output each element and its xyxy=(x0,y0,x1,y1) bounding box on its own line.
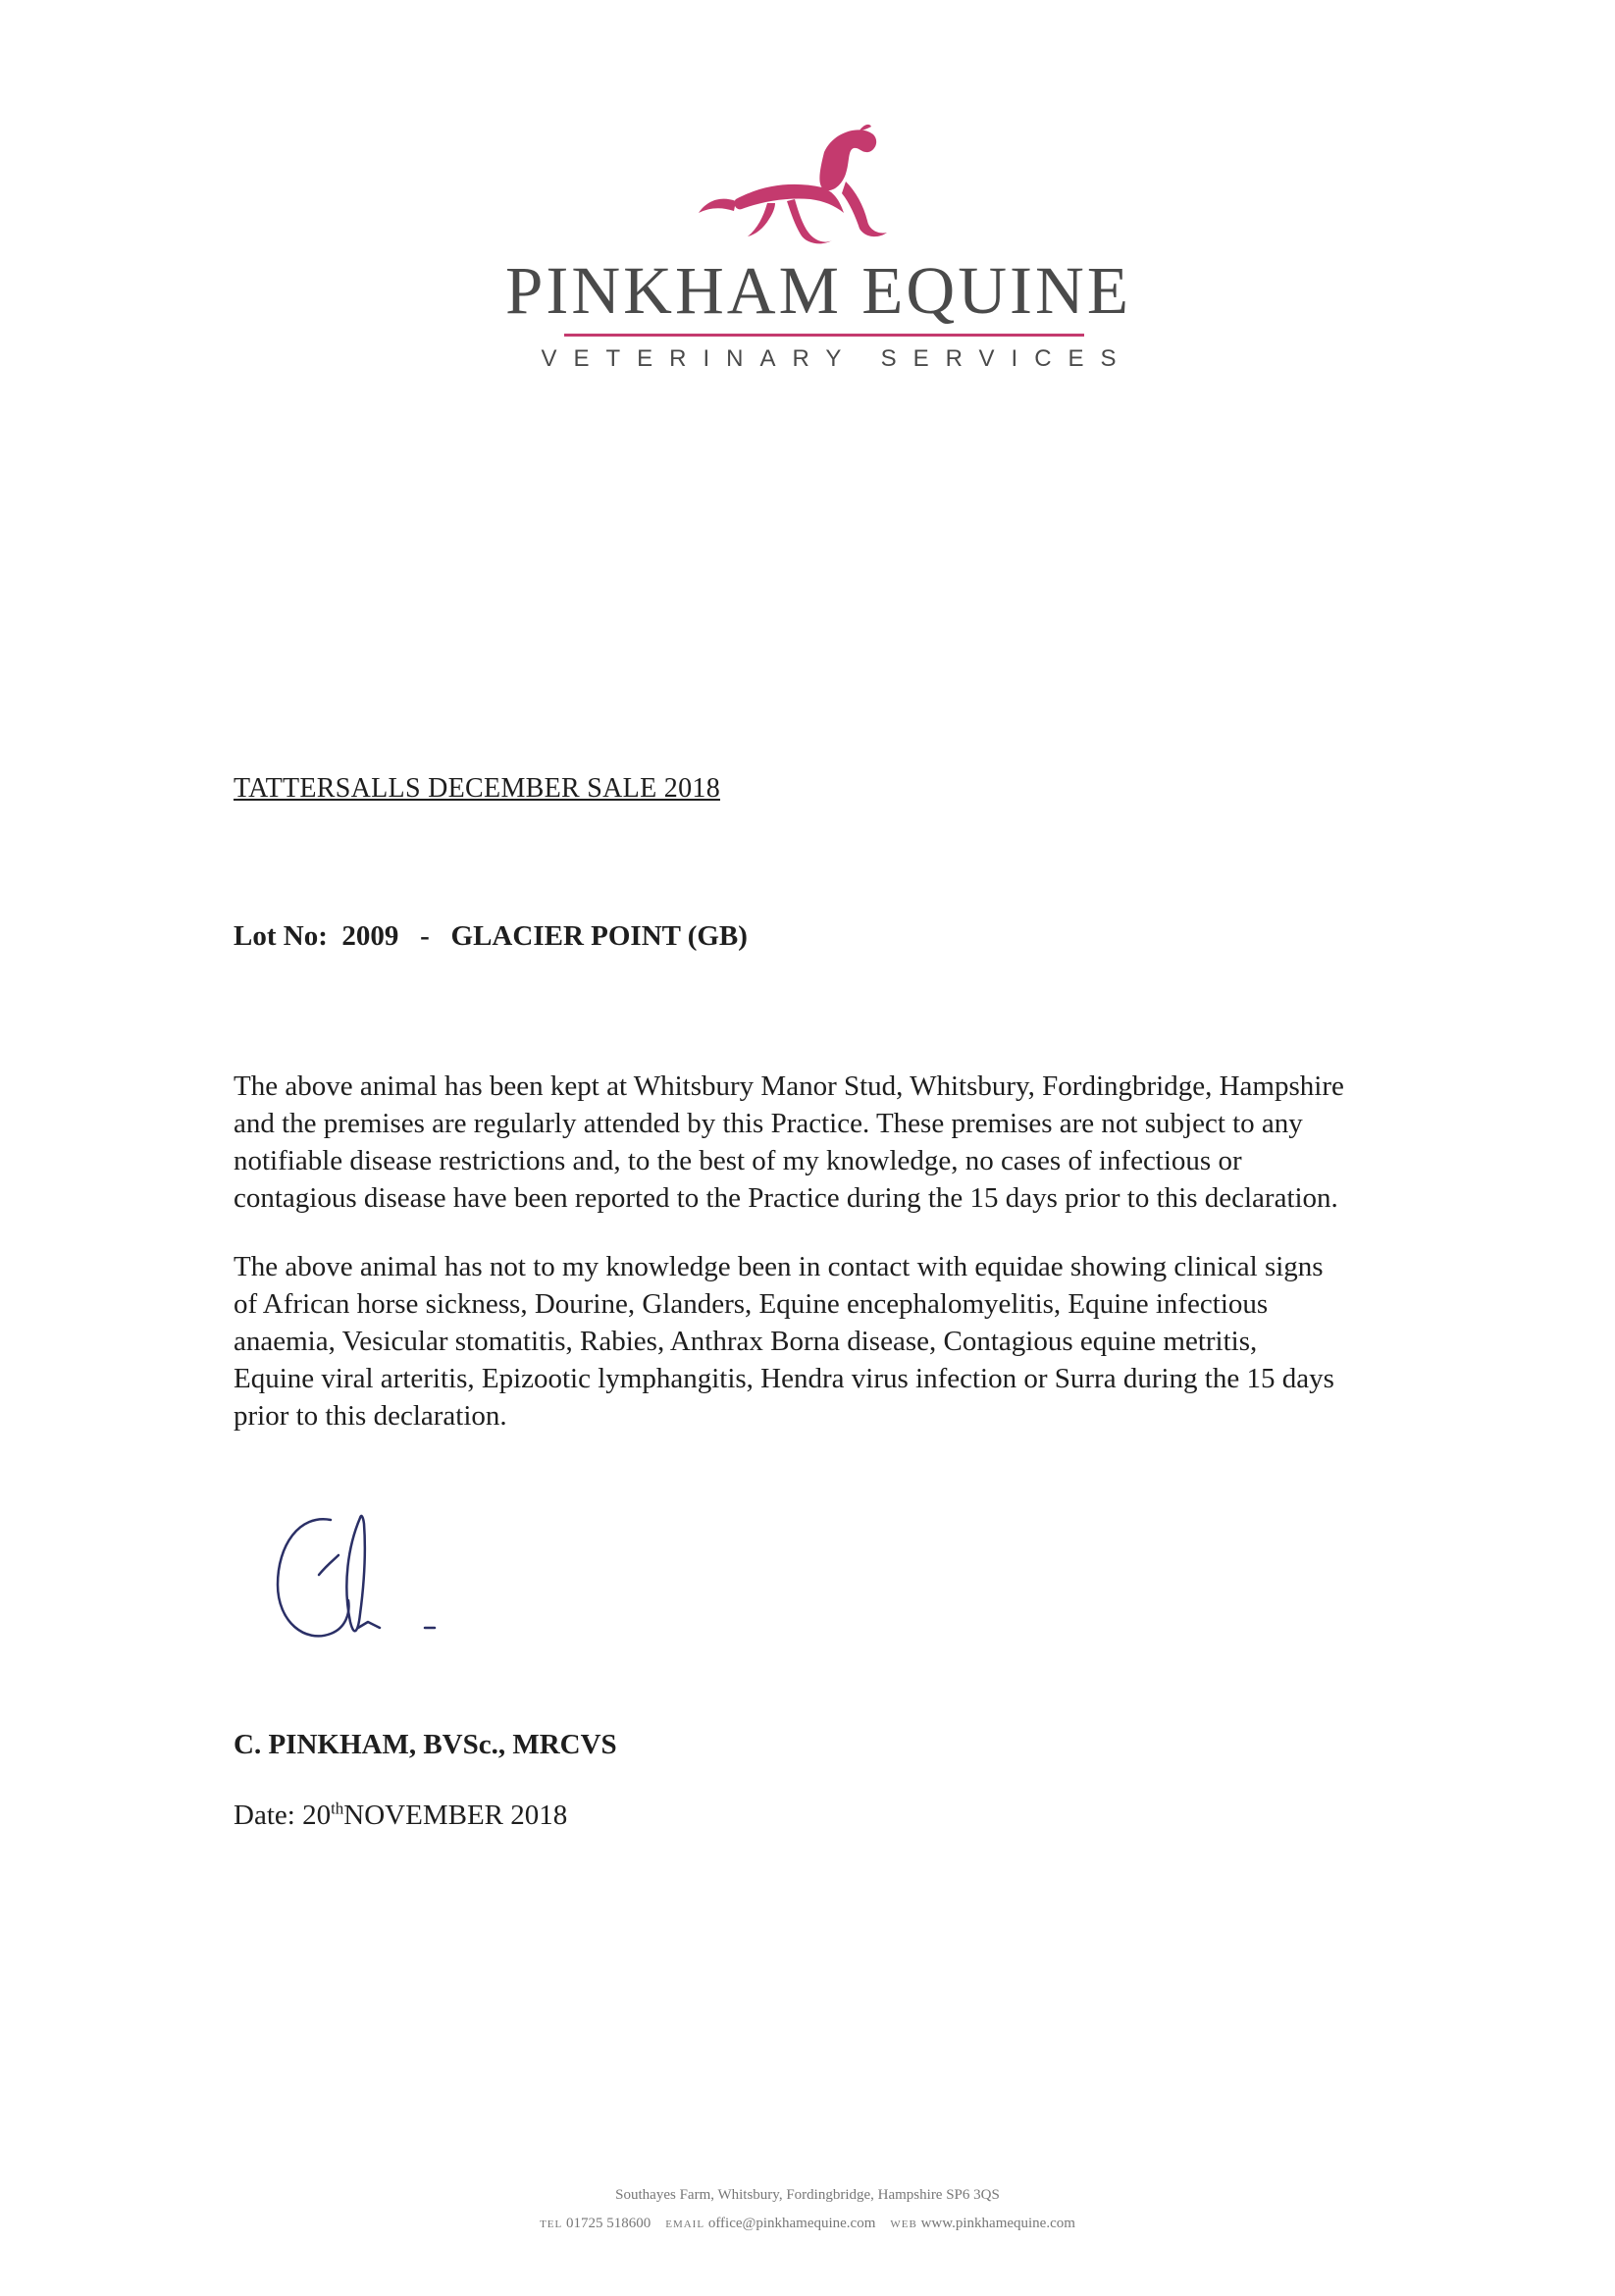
paragraph-line: and the premises are regularly attended by this Practice. These premises are not subject to any xyxy=(234,1108,1303,1139)
lot-separator: - xyxy=(420,920,430,952)
paragraph-line: notifiable disease restrictions and, to the best of my knowledge, no cases of infectious or xyxy=(234,1145,1242,1176)
declaration-date xyxy=(234,1800,567,1832)
date-day: 20 xyxy=(302,1800,332,1831)
paragraph-line: contagious disease have been reported to the Practice during the 15 days prior to this declaration. xyxy=(234,1182,1338,1214)
sale-title: TATTERSALLS DECEMBER SALE 2018 xyxy=(234,773,720,804)
footer-tel: 01725 518600 xyxy=(565,2216,651,2231)
declaration-paragraph-contact xyxy=(234,1248,1489,1435)
web-label: WEB xyxy=(890,2218,917,2230)
paragraph-line: The above animal has been kept at Whitsbury Manor Stud, Whitsbury, Fordingbridge, Hampshire xyxy=(234,1070,1344,1102)
email-label: EMAIL xyxy=(665,2218,705,2230)
brand-name: PINKHAM EQUINE xyxy=(504,253,1132,328)
date-label: Date: xyxy=(234,1800,295,1831)
footer-contacts xyxy=(0,2216,1615,2232)
date-suffix: th xyxy=(331,1799,344,1818)
horse-name: GLACIER POINT (GB) xyxy=(450,920,748,952)
paragraph-line: prior to this declaration. xyxy=(234,1400,507,1432)
paragraph-line: anaemia, Vesicular stomatitis, Rabies, Anthrax Borna disease, Contagious equine metritis, xyxy=(234,1326,1258,1357)
footer-email: office@pinkhamequine.com xyxy=(707,2216,876,2231)
brand-divider xyxy=(564,334,1084,337)
lot-label: Lot No: xyxy=(234,920,328,952)
lot-number: 2009 xyxy=(341,920,399,952)
lot-line xyxy=(234,920,748,953)
leaping-horse-logo-icon xyxy=(677,123,932,250)
tel-label: TEL xyxy=(540,2218,563,2230)
footer-web: www.pinkhamequine.com xyxy=(920,2216,1075,2231)
footer-address: Southayes Farm, Whitsbury, Fordingbridge, Hampshire SP6 3QS xyxy=(615,2187,1000,2203)
handwritten-signature xyxy=(270,1506,486,1658)
date-month-year: NOVEMBER 2018 xyxy=(343,1800,568,1831)
paragraph-line: of African horse sickness, Dourine, Glanders, Equine encephalomyelitis, Equine infectious xyxy=(234,1288,1269,1320)
paragraph-line: The above animal has not to my knowledge been in contact with equidae showing clinical signs xyxy=(234,1251,1324,1282)
signer-name: C. PINKHAM, BVSc., MRCVS xyxy=(234,1729,617,1760)
declaration-paragraph-premises xyxy=(234,1068,1489,1217)
paragraph-line: Equine viral arteritis, Epizootic lymphangitis, Hendra virus infection or Surra during the 15 days xyxy=(234,1363,1334,1394)
brand-subtitle: VETERINARY SERVICES xyxy=(541,345,1133,372)
